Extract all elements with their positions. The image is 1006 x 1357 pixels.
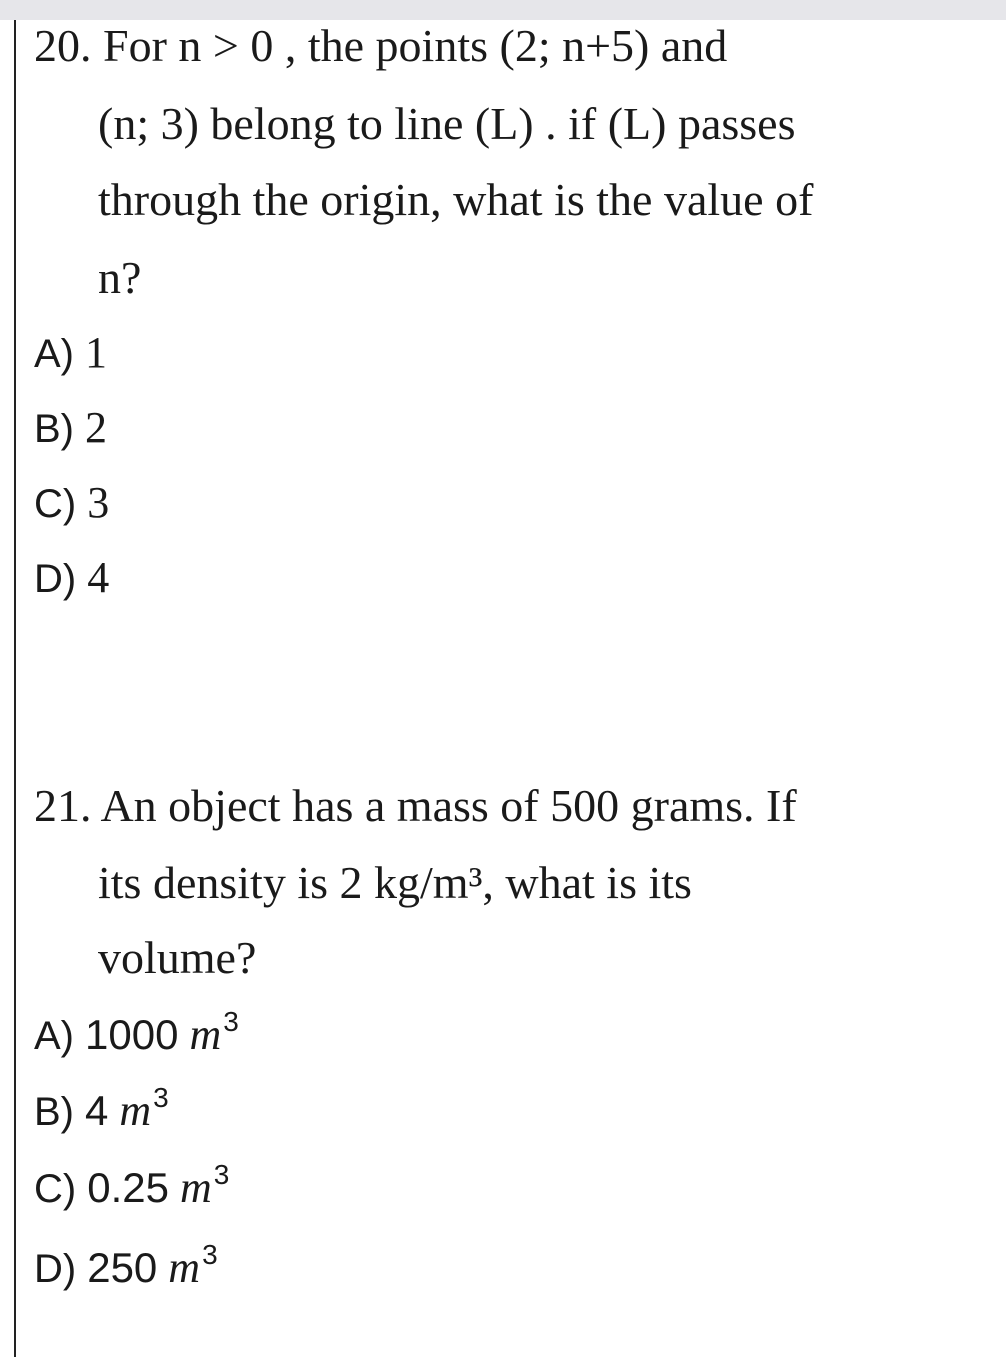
question-21-option-c[interactable]	[34, 1160, 229, 1221]
option-letter: A)	[34, 332, 74, 376]
option-unit-exponent: 3	[213, 1159, 230, 1190]
option-unit-exponent: 3	[153, 1082, 169, 1113]
option-letter: D)	[34, 557, 77, 601]
question-21-line-2: its density is 2 kg/m³, what is its	[98, 857, 692, 908]
option-letter: B)	[34, 1090, 74, 1134]
option-value: 1	[85, 328, 107, 377]
option-value: 2	[85, 403, 107, 452]
option-letter: D)	[34, 1247, 77, 1291]
option-letter: C)	[34, 482, 77, 526]
question-20-line-1: 20. For n > 0 , the points (2; n+5) and	[34, 20, 728, 71]
option-value: 3	[87, 478, 110, 527]
option-value: 4	[87, 553, 110, 602]
option-value: 0.25	[87, 1164, 169, 1211]
top-band	[0, 0, 1006, 20]
question-20-line-4: n?	[98, 252, 142, 303]
option-unit: m	[119, 1086, 152, 1135]
option-unit-exponent: 3	[202, 1239, 218, 1270]
option-value: 4	[85, 1087, 109, 1134]
left-margin-rule	[14, 20, 16, 1357]
question-21-option-a[interactable]	[34, 1007, 239, 1068]
question-20-option-c[interactable]	[34, 475, 109, 532]
option-letter: B)	[34, 407, 74, 451]
option-letter: A)	[34, 1014, 74, 1058]
question-21-option-d[interactable]	[34, 1240, 218, 1301]
question-21-line-3: volume?	[98, 932, 257, 983]
option-unit: m	[189, 1010, 222, 1059]
question-20-line-3: through the origin, what is the value of	[98, 174, 814, 225]
option-letter: C)	[34, 1167, 77, 1211]
question-20-option-d[interactable]	[34, 550, 109, 607]
question-20-line-2: (n; 3) belong to line (L) . if (L) passes	[98, 98, 796, 149]
question-21-option-b[interactable]	[34, 1083, 169, 1144]
option-value: 1000	[85, 1011, 179, 1058]
option-unit-exponent: 3	[223, 1006, 239, 1037]
option-value: 250	[87, 1244, 158, 1291]
question-21-line-1: 21. An object has a mass of 500 grams. If	[34, 780, 797, 831]
question-20-option-a[interactable]	[34, 325, 107, 382]
option-unit: m	[168, 1243, 201, 1292]
question-20-option-b[interactable]	[34, 400, 107, 457]
option-unit: m	[179, 1163, 212, 1212]
